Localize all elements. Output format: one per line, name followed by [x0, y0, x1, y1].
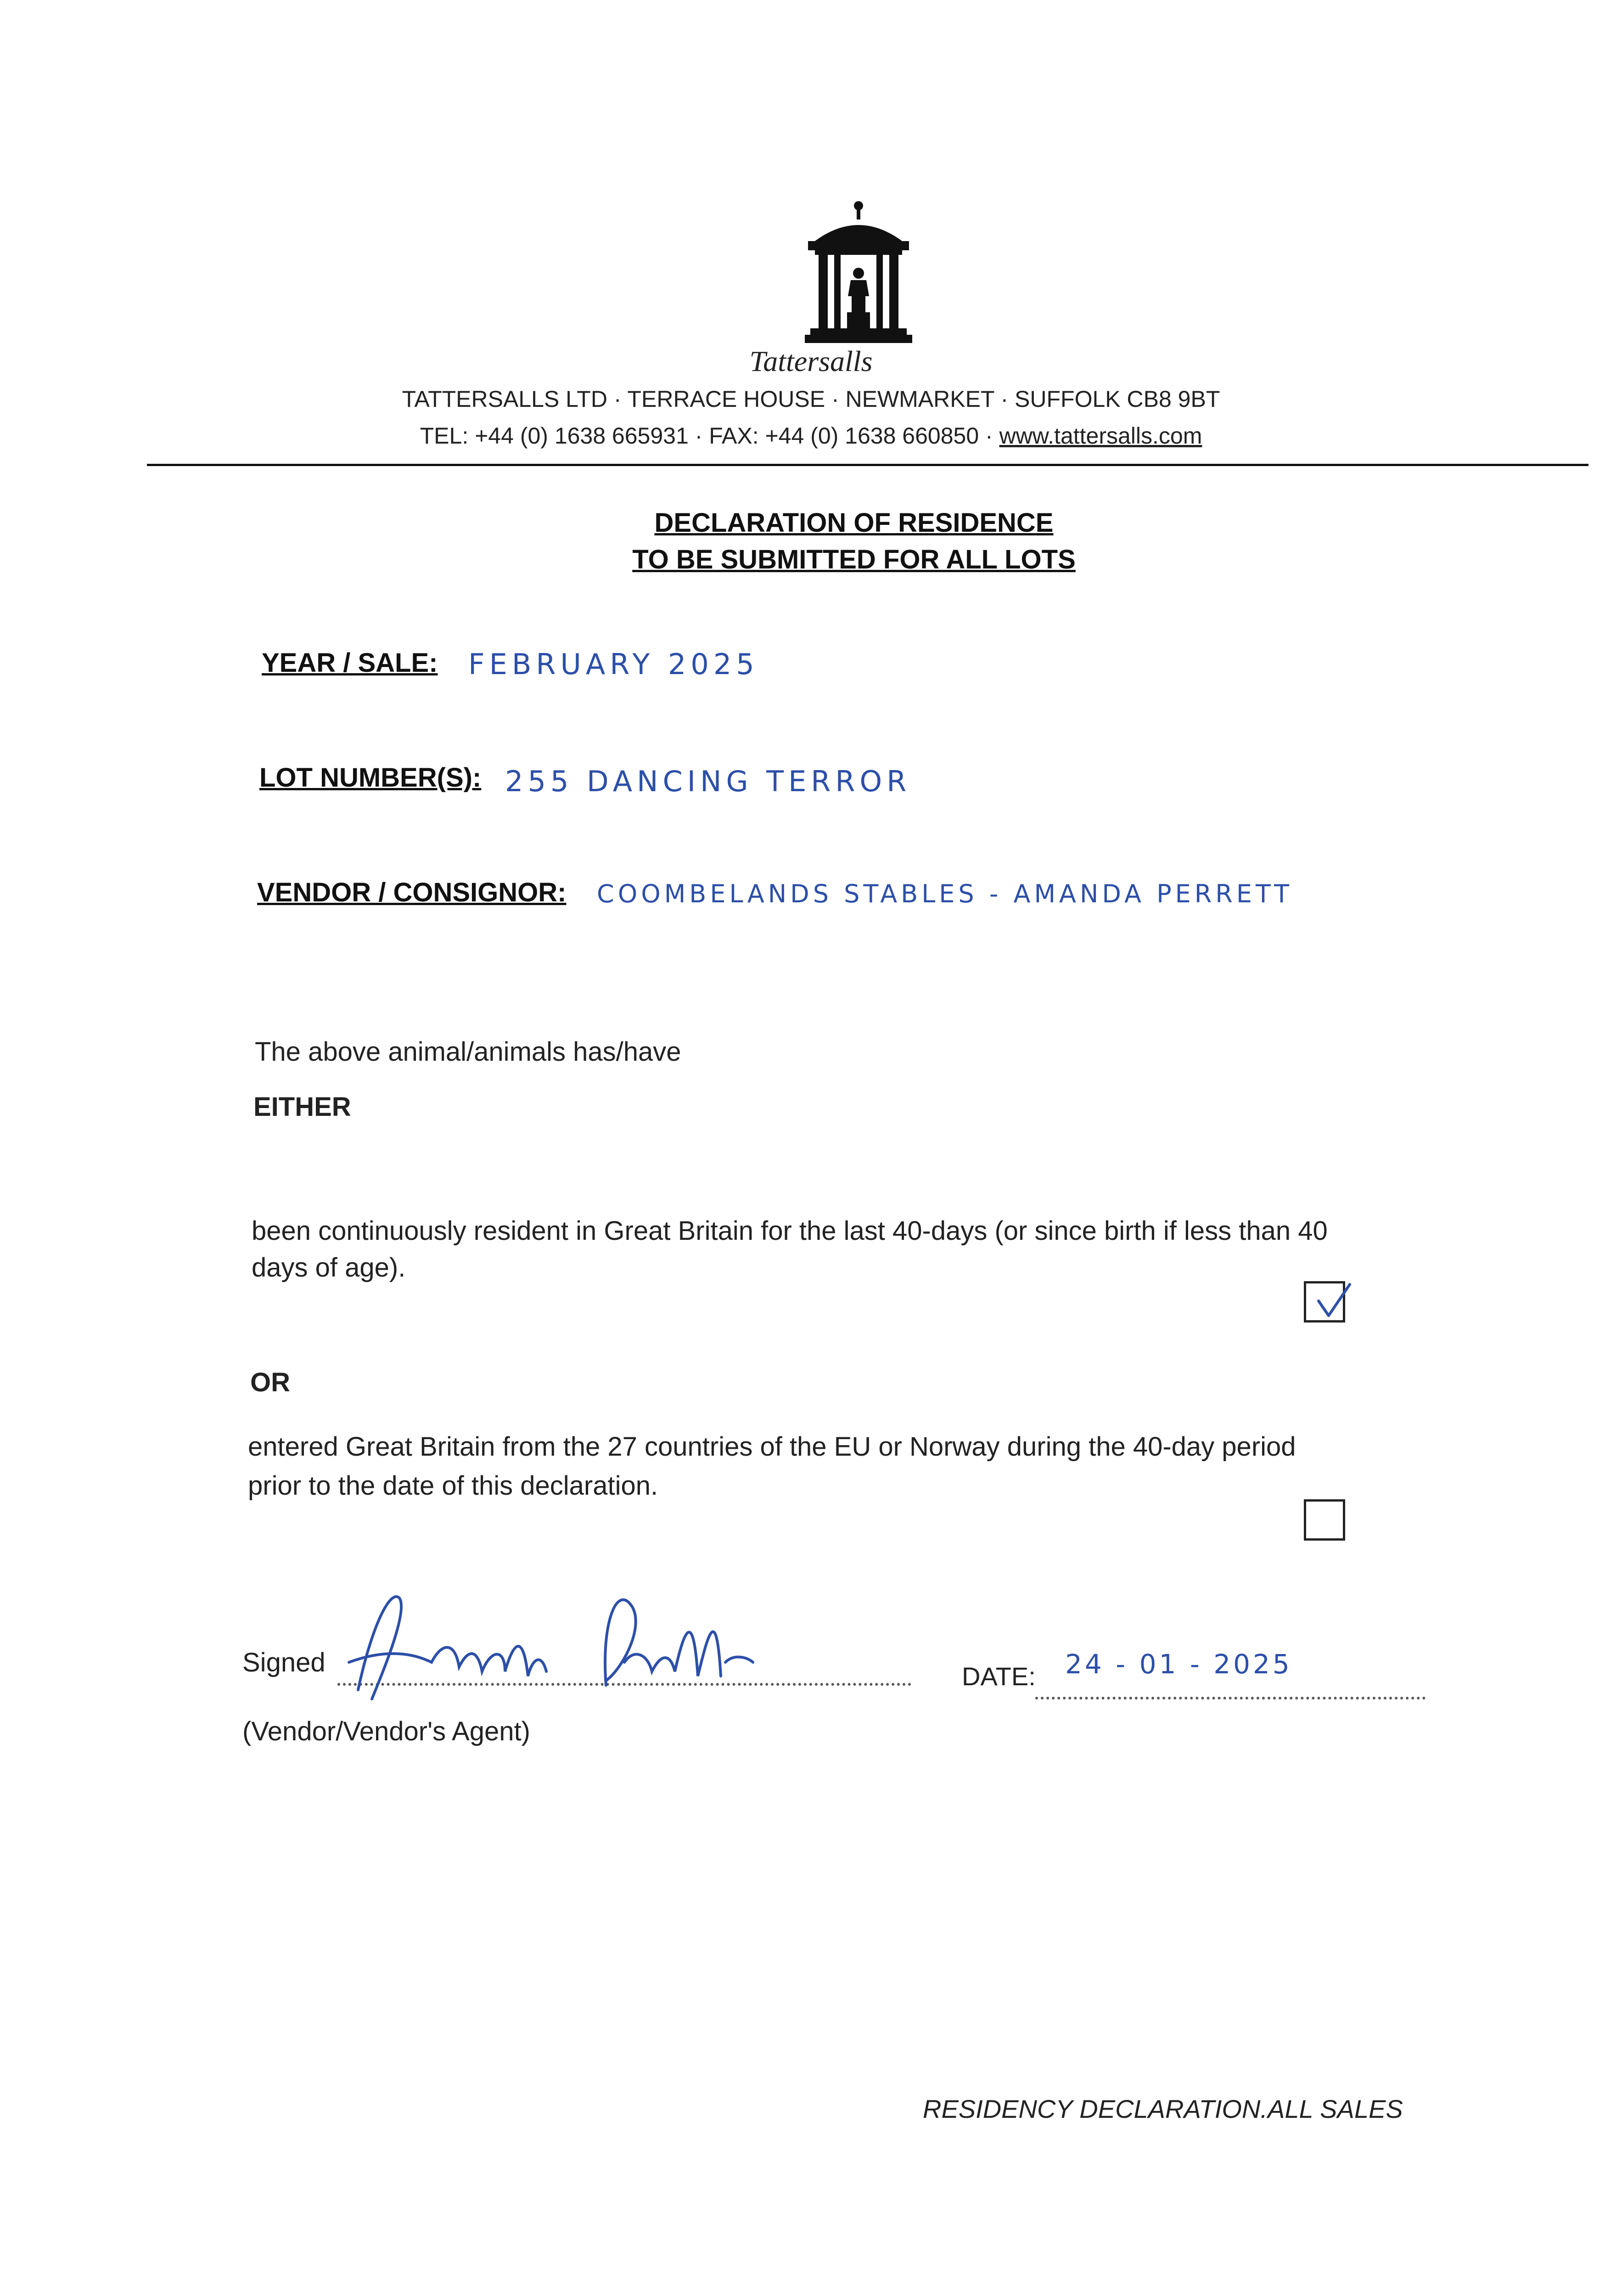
option2-text-line2: prior to the date of this declaration.	[248, 1471, 658, 1501]
contact-numbers: TEL: +44 (0) 1638 665931 · FAX: +44 (0) 1638 660850 ·	[420, 423, 999, 449]
brand-name: Tattersalls	[749, 345, 873, 377]
option1-text-line1: been continuously resident in Great Britain for the last 40-days (or since birth if less than 40	[252, 1216, 1328, 1246]
signatory-note: (Vendor/Vendor's Agent)	[242, 1716, 530, 1746]
header-divider	[147, 464, 1588, 466]
document-subtitle: TO BE SUBMITTED FOR ALL LOTS	[632, 545, 1076, 574]
option1-text-line2: days of age).	[252, 1253, 406, 1283]
tattersalls-logo-icon	[797, 197, 920, 349]
or-label: OR	[250, 1367, 290, 1397]
option2-text-line1: entered Great Britain from the 27 countries of the EU or Norway during the 40-day period	[248, 1432, 1296, 1462]
signed-label: Signed	[242, 1648, 326, 1677]
document-title: DECLARATION OF RESIDENCE	[654, 508, 1054, 538]
signature-icon	[331, 1570, 790, 1717]
year-sale-label: YEAR / SALE:	[262, 648, 438, 678]
statement-intro: The above animal/animals has/have	[255, 1037, 681, 1067]
option2-checkbox[interactable]	[1304, 1499, 1345, 1541]
year-sale-value[interactable]: FEBRUARY 2025	[468, 647, 759, 681]
date-line	[1035, 1697, 1426, 1699]
date-label: DATE:	[962, 1662, 1036, 1691]
company-address: TATTERSALLS LTD · TERRACE HOUSE · NEWMARKET · SUFFOLK CB8 9BT	[402, 386, 1220, 412]
form-reference: RESIDENCY DECLARATION.ALL SALES	[923, 2094, 1403, 2123]
vendor-label: VENDOR / CONSIGNOR:	[257, 878, 567, 907]
lot-numbers-value[interactable]: 255 DANCING TERROR	[505, 765, 911, 798]
website-link[interactable]: www.tattersalls.com	[999, 423, 1202, 449]
checkmark-icon	[1308, 1279, 1354, 1325]
date-value[interactable]: 24 - 01 - 2025	[1065, 1649, 1292, 1680]
lot-numbers-label: LOT NUMBER(S):	[259, 763, 482, 793]
signature-name	[459, 1603, 466, 1604]
either-label: EITHER	[253, 1092, 351, 1122]
vendor-value[interactable]: COOMBELANDS STABLES - AMANDA PERRETT	[597, 879, 1293, 908]
company-contact	[0, 422, 1622, 449]
